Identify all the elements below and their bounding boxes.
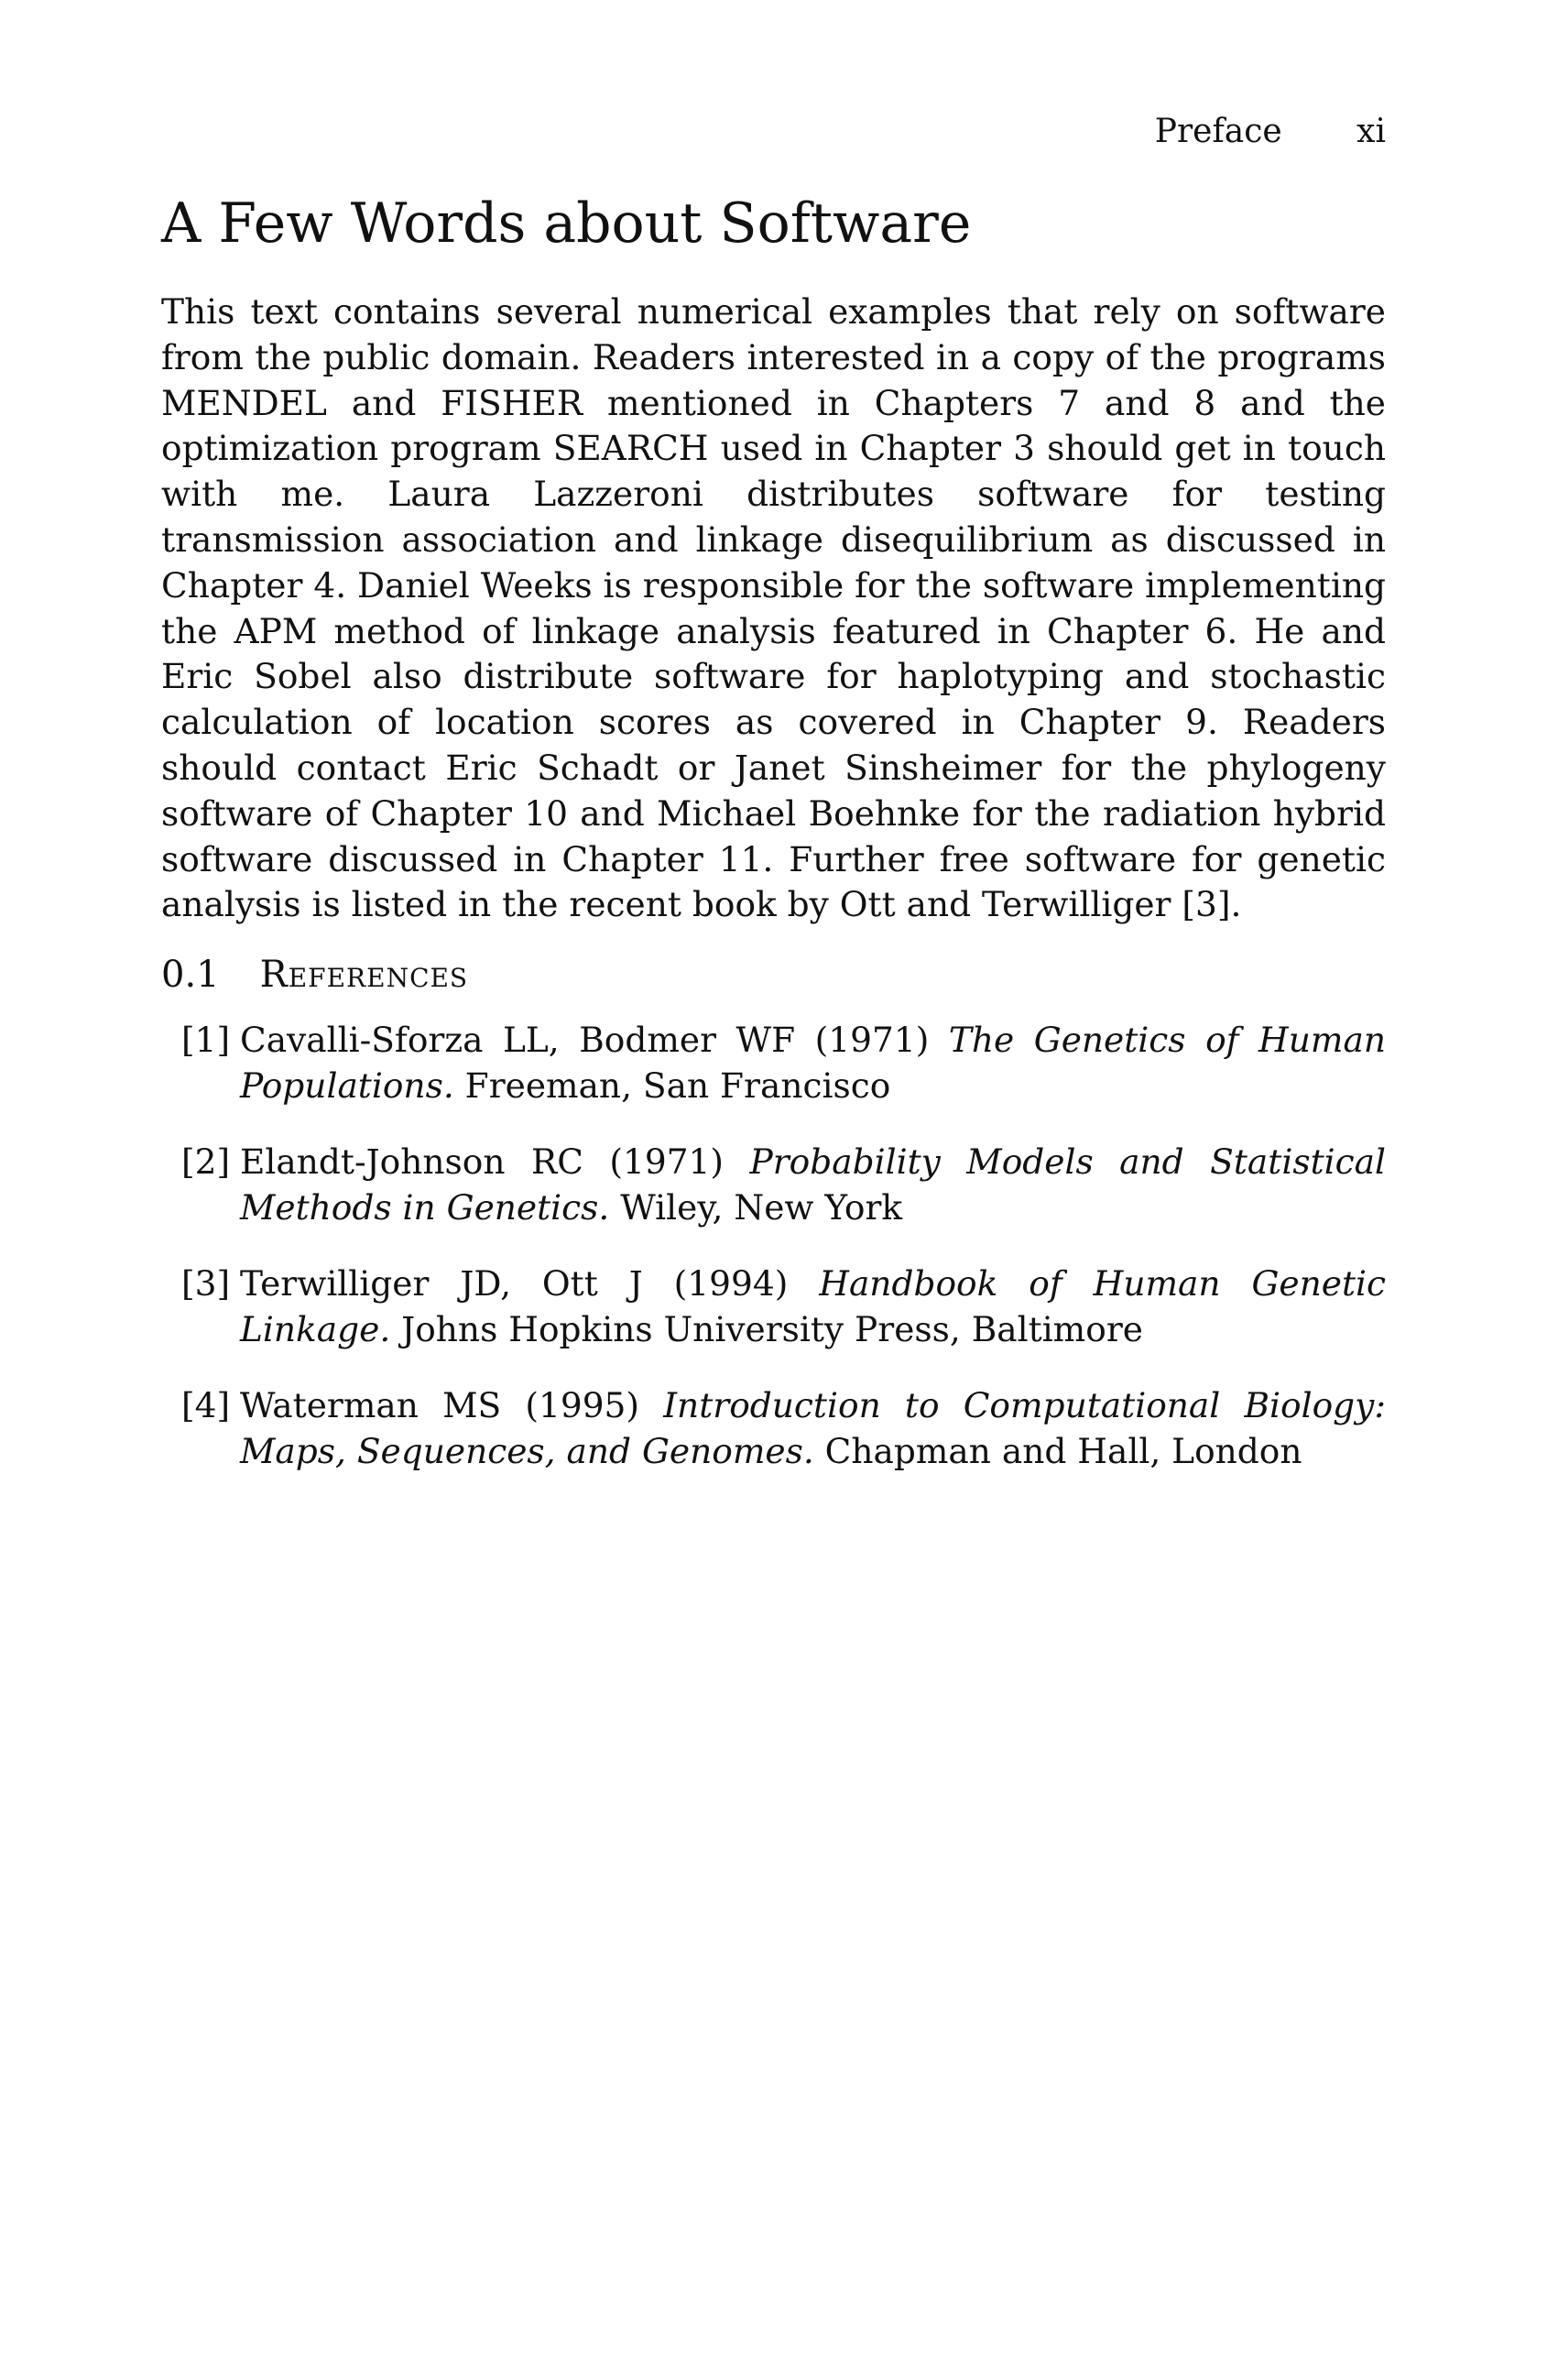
references-section-number: 0.1 bbox=[161, 954, 220, 996]
reference-item bbox=[161, 1382, 1386, 1474]
reference-title: Probability Models and Statistical Methods in Genetics. bbox=[240, 1141, 1386, 1228]
reference-label: [2] bbox=[181, 1141, 231, 1182]
section-title: A Few Words about Software bbox=[161, 191, 972, 256]
reference-item bbox=[161, 1017, 1386, 1108]
reference-title: The Genetics of Human Populations. bbox=[240, 1020, 1386, 1106]
reference-authors: Terwilliger JD, Ott J (1994) bbox=[240, 1263, 820, 1304]
references-heading-label: References bbox=[259, 954, 469, 996]
reference-publisher: Freeman, San Francisco bbox=[453, 1065, 891, 1106]
reference-title: Introduction to Computational Biology: Maps, Sequences, and Genomes. bbox=[240, 1385, 1386, 1471]
reference-title: Handbook of Human Genetic Linkage. bbox=[240, 1263, 1387, 1349]
reference-authors: Cavalli-Sforza LL, Bodmer WF (1971) bbox=[240, 1020, 949, 1060]
reference-label: [4] bbox=[181, 1385, 231, 1425]
running-title: Preface bbox=[1154, 113, 1282, 150]
reference-authors: Elandt-Johnson RC (1971) bbox=[240, 1141, 750, 1182]
reference-publisher: Johns Hopkins University Press, Baltimore bbox=[390, 1309, 1143, 1349]
reference-list bbox=[161, 1017, 1386, 1504]
references-heading bbox=[161, 949, 468, 1000]
body-paragraph: This text contains several numerical examples that rely on software from the public domain. Readers interested in a copy of the programs MENDEL and FISHER mentioned in Chapters 7 and 8 and the optimization program SEARCH used in Chapter 3 should get in touch with me. Laura Lazzeroni distributes software for testing transmission association and linkage disequilibrium as discussed in Chapter 4. Daniel Weeks is responsible for the software implementing the APM method of linkage analysis featured in Chapter 6. He and Eric Sobel also distribute software for haplotyping and stochastic calculation of location scores as covered in Chapter 9. Readers should contact Eric Schadt or Janet Sinsheimer for the phylogeny software of Chapter 10 and Michael Boehnke for the radiation hybrid software discussed in Chapter 11. Further free software for genetic analysis is listed in the recent book by Ott and Terwilliger [3]. bbox=[161, 291, 1386, 925]
reference-publisher: Chapman and Hall, London bbox=[813, 1431, 1302, 1471]
reference-item bbox=[161, 1261, 1386, 1352]
running-header bbox=[1155, 110, 1386, 154]
page-number: xi bbox=[1356, 113, 1386, 150]
reference-publisher: Wiley, New York bbox=[609, 1187, 903, 1228]
reference-label: [1] bbox=[181, 1020, 231, 1060]
reference-item bbox=[161, 1139, 1386, 1230]
reference-authors: Waterman MS (1995) bbox=[240, 1385, 664, 1425]
reference-label: [3] bbox=[181, 1263, 231, 1304]
